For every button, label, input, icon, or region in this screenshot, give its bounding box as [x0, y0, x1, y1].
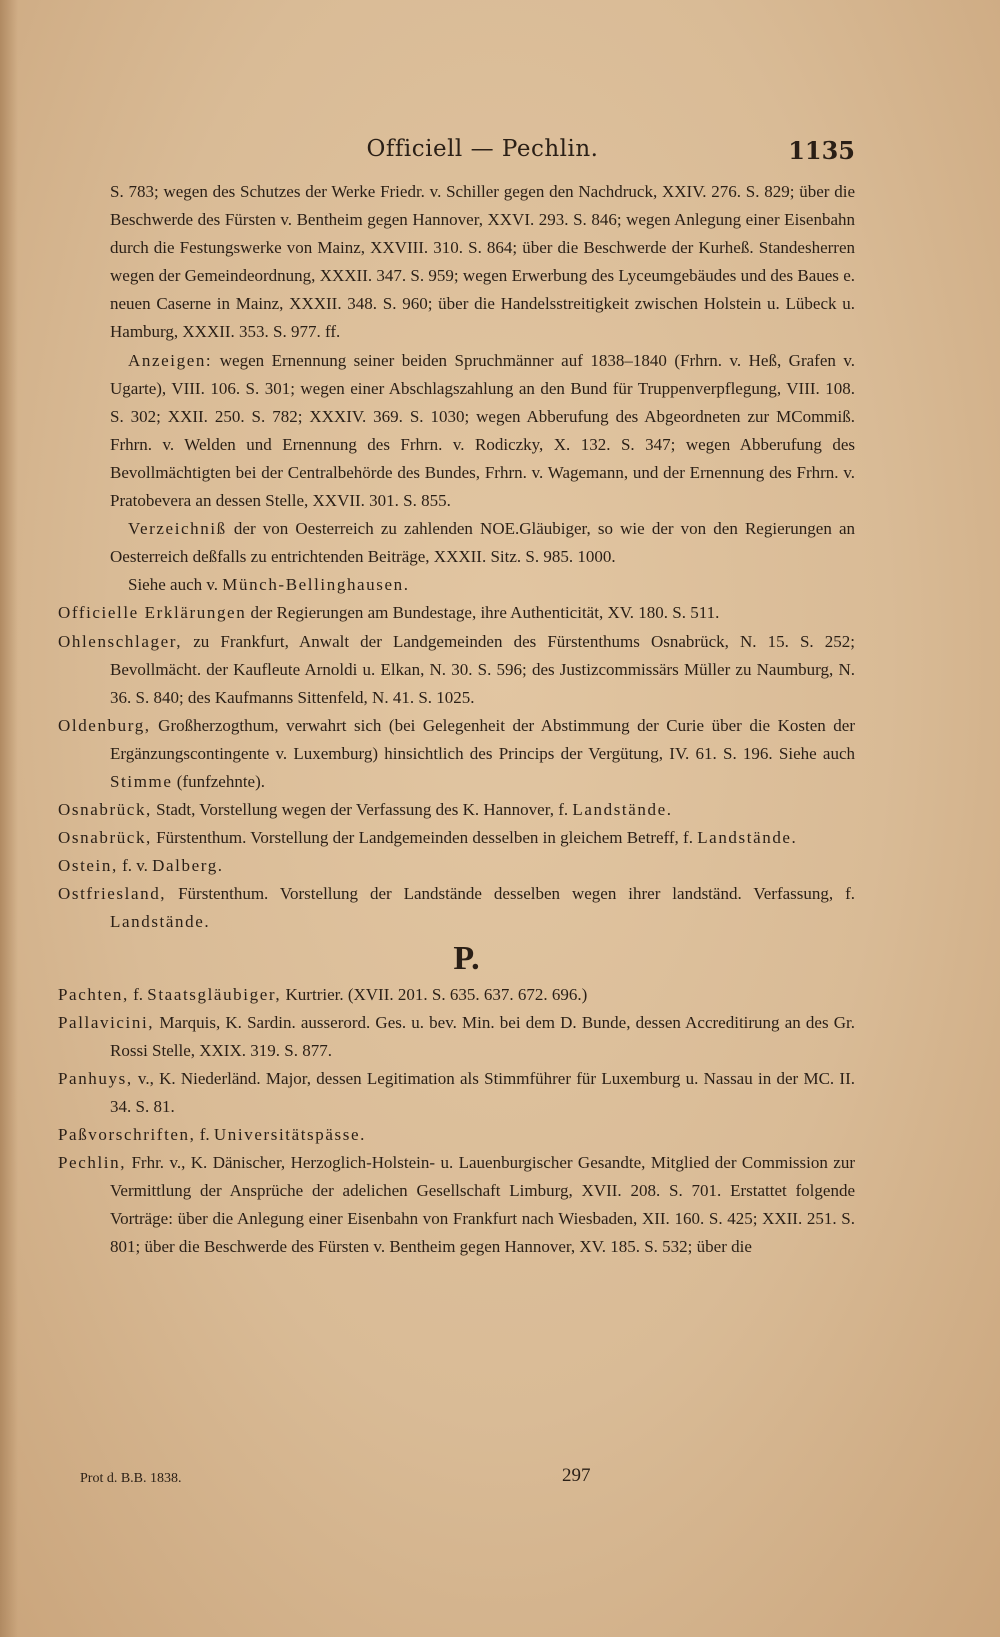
index-entry	[58, 981, 855, 1009]
entry-text: Großherzogthum, verwahrt sich (bei Gelegenheit der Abstimmung der Curie über die Kosten der Ergänzungscontingente v. Luxemburg) hinsichtlich des Princips der Vergütung, IV. 61. S. 196. Siehe auch	[110, 715, 855, 763]
cross-reference: Universitätspässe.	[213, 1125, 366, 1144]
cross-reference: Staatsgläubiger,	[147, 984, 282, 1004]
index-body	[58, 178, 855, 1261]
entry-text: Siehe auch v.	[128, 575, 223, 595]
index-entry	[58, 796, 855, 824]
index-entry	[58, 1149, 855, 1261]
cross-reference: Landstände.	[110, 912, 211, 932]
index-entry	[58, 1009, 855, 1065]
entry-heading: Oldenburg,	[58, 715, 151, 735]
index-entry	[58, 1121, 855, 1149]
sub-entry-heading: Anzeigen:	[128, 350, 213, 370]
entry-text: Stadt, Vorstellung wegen der Verfassung des K. Hannover, f.	[151, 800, 573, 820]
continued-entry	[58, 178, 855, 347]
entry-heading: Panhuys,	[58, 1068, 133, 1088]
entry-text: zu Frankfurt, Anwalt der Landgemeinden des Fürstenthums Osnabrück, N. 15. S. 252; Bevollmächt. der Kaufleute Arnoldi u. Elkan, N. 30. S. 596; des Justizcommissärs Müller zu Naumburg, N. 36. S. 840; des Kaufmanns Sittenfeld, N. 41. S. 1025.	[110, 631, 855, 707]
entry-text: Kurtrier. (XVII. 201. S. 635. 637. 672. 696.)	[281, 984, 588, 1004]
entry-text: Fürstenthum. Vorstellung der Landstände desselben wegen ihrer landständ. Verfassung, f.	[166, 884, 855, 904]
entry-text: der von Oesterreich zu zahlenden NOE.Gläubiger, so wie der von den Regierungen an Oesterreich deßfalls zu entrichtenden Beiträge, XXXII. Sitz. S. 985. 1000.	[110, 519, 855, 567]
sheet-number: 297	[562, 1465, 591, 1486]
index-entry	[58, 1065, 855, 1121]
entry-text: f. v.	[117, 856, 153, 876]
see-also-line	[58, 571, 855, 599]
entry-heading: Officielle Erklärungen	[58, 603, 247, 623]
entry-text: (funfzehnte).	[172, 771, 266, 791]
index-entry	[58, 880, 855, 936]
page-header	[110, 132, 855, 172]
page-number: 1135	[788, 136, 855, 165]
entry-heading: Pechlin,	[58, 1153, 127, 1173]
entry-heading: Osnabrück,	[58, 828, 152, 848]
page-spine-shadow	[0, 0, 18, 1637]
entry-heading: Osnabrück,	[58, 800, 152, 820]
entry-text: S. 783; wegen des Schutzes der Werke Friedr. v. Schiller gegen den Nachdruck, XXIV. 276. S. 829; über die Beschwerde des Fürsten v. Bentheim gegen Hannover, XXVI. 293. S. 846; wegen Anlegung einer Eisenbahn durch die Festungswerke von Mainz, XXVIII. 310. S. 864; über die Beschwerde der Kurheß. Standesherren wegen der Gemeindeordnung, XXXII. 347. S. 959; wegen Erwerbung des Lyceumgebäudes und des Baues e. neuen Caserne in Mainz, XXXII. 348. S. 960; über die Handelsstreitigkeit zwischen Holstein u. Lübeck u. Hamburg, XXXII. 353. S. 977. ff.	[110, 182, 855, 342]
cross-reference: Dalberg.	[152, 856, 224, 876]
index-entry	[58, 824, 855, 852]
entry-text: Frhr. v., K. Dänischer, Herzoglich-Holstein- u. Lauenburgischer Gesandte, Mitglied der Commission zur Vermittlung der Ansprüche der adelichen Gesellschaft Limburg, XVII. 208. S. 701. Erstattet folgende Vorträge: über die Anlegung einer Eisenbahn von Frankfurt nach Wiesbaden, XII. 160. S. 425; XXII. 251. S. 801; über die Beschwerde des Fürsten v. Bentheim gegen Hannover, XV. 185. S. 532; über die	[110, 1153, 855, 1257]
index-entry	[58, 712, 855, 796]
sub-entry-heading: Verzeichniß	[128, 519, 227, 539]
entry-heading: Paßvorschriften,	[58, 1125, 196, 1144]
entry-text: f.	[195, 1125, 214, 1144]
index-entry	[58, 599, 855, 627]
entry-heading: Ostfriesland,	[58, 884, 167, 904]
entry-heading: Pachten,	[58, 984, 129, 1004]
cross-reference: Landstände.	[697, 828, 798, 848]
entry-heading: Ohlenschlager,	[58, 631, 183, 651]
signature-mark: Prot d. B.B. 1838.	[80, 1471, 182, 1486]
cross-reference: Landstände.	[572, 800, 673, 820]
running-title: Officiell — Pechlin.	[366, 136, 599, 162]
sub-entry-anzeigen	[58, 347, 855, 516]
entry-text: der Regierungen am Bundestage, ihre Authenticität, XV. 180. S. 511.	[246, 603, 720, 623]
index-entry	[58, 628, 855, 712]
sub-entry-verzeichniss	[58, 515, 855, 571]
index-entry	[58, 852, 855, 880]
entry-text: Fürstenthum. Vorstellung der Landgemeinden desselben in gleichem Betreff, f.	[151, 828, 698, 848]
entry-text: wegen Ernennung seiner beiden Spruchmänner auf 1838–1840 (Frhrn. v. Heß, Grafen v. Ugarte), VIII. 106. S. 301; wegen einer Abschlagszahlung an den Bund für Truppenverpflegung, VIII. 108. S. 302; XXII. 250. S. 782; XXXIV. 369. S. 1030; wegen Abberufung des Abgeordneten zur MCommiß. Frhrn. v. Welden und Ernennung des Frhrn. v. Rodiczky, X. 132. S. 347; wegen Abberufung des Bevollmächtigten bei der Centralbehörde des Bundes, Frhrn. v. Wagemann, und der Ernennung des Frhrn. v. Pratobevera an dessen Stelle, XXVII. 301. S. 855.	[110, 350, 855, 511]
page-footer	[80, 1463, 855, 1493]
entry-text: Marquis, K. Sardin. ausserord. Ges. u. bev. Min. bei dem D. Bunde, dessen Accreditirung an des Gr. Rossi Stelle, XXIX. 319. S. 877.	[110, 1012, 855, 1060]
section-letter: P.	[453, 939, 480, 977]
entry-text: v., K. Niederländ. Major, dessen Legitimation als Stimmführer für Luxemburg u. Nassau in der MC. II. 34. S. 81.	[110, 1068, 855, 1116]
entry-heading: Pallavicini,	[58, 1012, 155, 1032]
entry-text: f.	[128, 984, 148, 1004]
cross-reference: Stimme	[110, 771, 173, 791]
cross-reference: Münch-Bellinghausen.	[222, 575, 410, 595]
entry-heading: Ostein,	[58, 856, 118, 876]
